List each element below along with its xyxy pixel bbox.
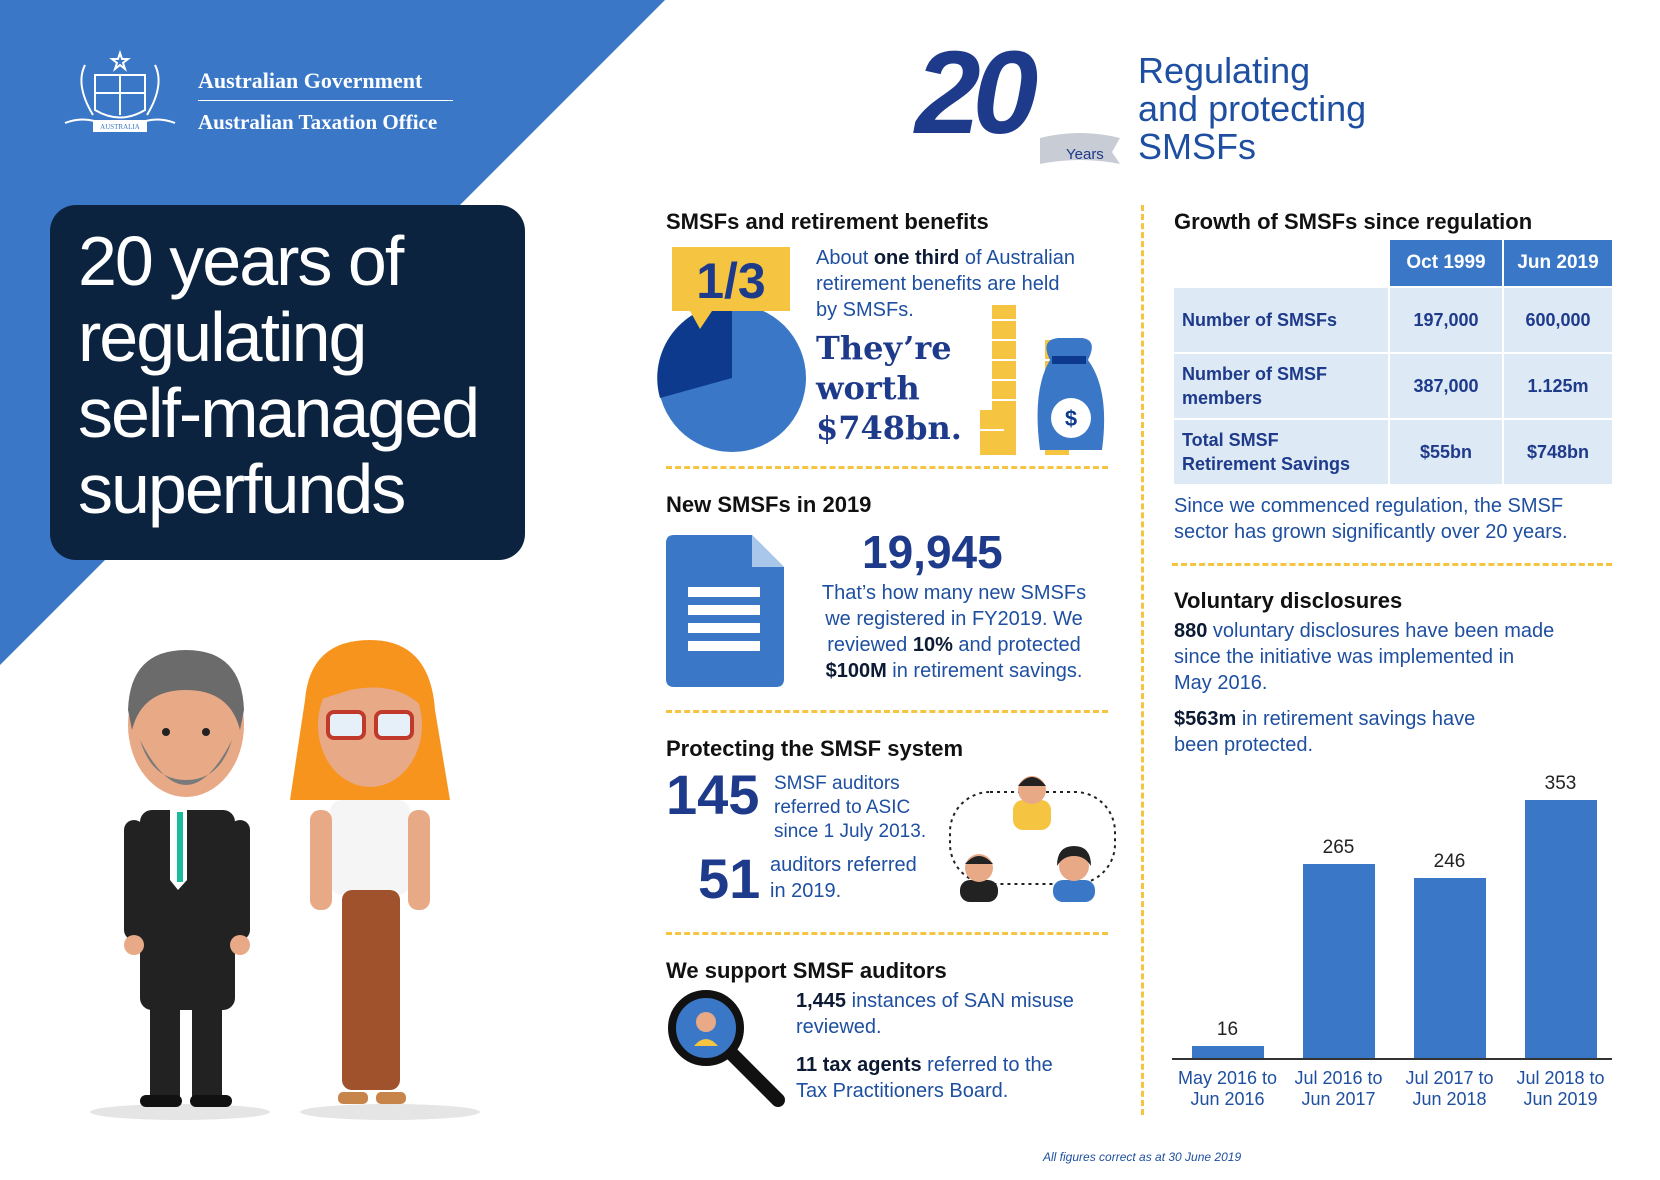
row-label: Number of SMSF members	[1174, 354, 1388, 418]
auditors-total-text	[774, 772, 926, 844]
one-third-badge: 1/3	[696, 253, 766, 309]
worth-line-2: worth	[816, 369, 920, 407]
network-people-icon	[945, 770, 1120, 905]
chart-category-label: Jul 2016 to Jun 2017	[1294, 1068, 1383, 1109]
dollar-symbol: $	[1064, 406, 1078, 431]
row-value-oct1999: $55bn	[1390, 420, 1502, 484]
auditors-referred-2019: 51	[698, 847, 761, 910]
chart-value-label: 353	[1544, 773, 1577, 794]
chart-bar	[1303, 864, 1375, 1058]
support-line-3: 11 tax agents referred to the	[796, 1054, 1053, 1076]
chart-category-label: Jul 2017 to Jun 2018	[1405, 1068, 1494, 1109]
hero-line-2: regulating	[78, 298, 366, 376]
new-smsf-line-2: we registered in FY2019. We	[825, 608, 1083, 630]
auditors-total-line-3: since 1 July 2013.	[774, 821, 927, 842]
auditors-2019-text	[770, 852, 917, 904]
row-label: Total SMSF Retirement Savings	[1174, 420, 1388, 484]
voluntary-disclosures-chart	[1172, 760, 1612, 1120]
section-heading-protecting: Protecting the SMSF system	[666, 736, 964, 761]
staff-illustration	[80, 640, 500, 1130]
auditors-2019-line-1: auditors referred	[770, 854, 917, 876]
anniversary-number: 20	[915, 27, 1031, 159]
gov-divider	[198, 100, 453, 101]
divider-1	[666, 466, 1108, 469]
voluntary-line-3: May 2016.	[1174, 672, 1268, 694]
retirement-line-1: About one third of Australian	[816, 247, 1075, 269]
growth-table-corner	[1174, 240, 1388, 286]
section-heading-voluntary: Voluntary disclosures	[1174, 588, 1403, 613]
new-smsf-count: 19,945	[862, 526, 1003, 578]
anniversary-title-line-1: Regulating	[1138, 50, 1311, 91]
growth-col-jun2019: Jun 2019	[1504, 240, 1612, 286]
row-value-oct1999: 387,000	[1390, 354, 1502, 418]
chart-bar	[1192, 1046, 1264, 1058]
divider-3	[666, 932, 1108, 935]
document-icon	[666, 535, 786, 687]
chart-bar	[1414, 878, 1486, 1058]
chart-category-label: May 2016 to Jun 2016	[1177, 1068, 1278, 1109]
section-heading-support: We support SMSF auditors	[666, 958, 947, 983]
anniversary-ribbon-text: Years	[1066, 146, 1104, 163]
money-bag-icon	[980, 300, 1110, 460]
anniversary-title	[1138, 52, 1366, 166]
support-line-2: reviewed.	[796, 1016, 882, 1038]
new-smsf-line-1: That’s how many new SMSFs	[821, 582, 1087, 604]
chart-value-label: 265	[1322, 837, 1355, 859]
column-divider	[1141, 205, 1144, 1115]
magnifier-icon	[666, 988, 786, 1108]
retirement-line-3: by SMSFs.	[816, 299, 914, 321]
auditors-referred-total: 145	[666, 763, 760, 826]
section-heading-retirement: SMSFs and retirement benefits	[666, 209, 989, 234]
new-smsf-line-3: reviewed 10% and protected	[827, 634, 1081, 656]
chart-value-label: 246	[1433, 851, 1466, 873]
woman-figure	[290, 640, 450, 1104]
growth-note-line-2: sector has grown significantly over 20 years.	[1174, 521, 1568, 543]
crest-label: AUSTRALIA	[100, 123, 140, 131]
coat-of-arms-icon	[55, 45, 185, 135]
table-row	[1174, 420, 1612, 484]
man-figure	[124, 650, 250, 1107]
gov-name: Australian Government	[198, 68, 423, 93]
row-value-oct1999: 197,000	[1390, 288, 1502, 352]
auditors-2019-line-2: in 2019.	[770, 880, 842, 902]
divider-2	[666, 710, 1108, 713]
hero-line-4: superfunds	[78, 450, 405, 528]
hero-title-box	[50, 205, 525, 560]
section-heading-growth: Growth of SMSFs since regulation	[1174, 209, 1533, 234]
voluntary-line-2: since the initiative was implemented in	[1174, 646, 1515, 668]
growth-col-oct1999: Oct 1999	[1390, 240, 1502, 286]
voluntary-line-5: been protected.	[1174, 734, 1313, 756]
growth-table	[1172, 238, 1614, 486]
row-value-jun2019: 600,000	[1504, 288, 1612, 352]
section-heading-new: New SMSFs in 2019	[666, 492, 872, 517]
new-smsf-line-4: $100M in retirement savings.	[825, 660, 1083, 682]
table-row	[1174, 354, 1612, 418]
support-line-4: Tax Practitioners Board.	[796, 1080, 1009, 1102]
auditors-total-line-1: SMSF auditors	[774, 773, 900, 794]
anniversary-title-line-2: and protecting	[1138, 88, 1367, 129]
support-line-1: 1,445 instances of SAN misuse	[796, 990, 1074, 1012]
voluntary-line-1: 880 voluntary disclosures have been made	[1174, 620, 1555, 642]
chart-value-label: 16	[1216, 1019, 1239, 1041]
hero-line-3: self-managed	[78, 374, 479, 452]
worth-line-1: They’re	[816, 329, 952, 367]
voluntary-line-4: $563m in retirement savings have	[1174, 708, 1476, 730]
ato-name: Australian Taxation Office	[198, 110, 438, 134]
chart-x-axis	[1172, 1058, 1612, 1060]
row-label: Number of SMSFs	[1174, 288, 1388, 352]
footnote: All figures correct as at 30 June 2019	[1043, 1150, 1242, 1164]
row-value-jun2019: $748bn	[1504, 420, 1612, 484]
table-row	[1174, 288, 1612, 352]
divider-4	[1172, 563, 1612, 566]
chart-category-label: Jul 2018 to Jun 2019	[1516, 1068, 1605, 1109]
retirement-line-2: retirement benefits are held	[816, 273, 1060, 295]
worth-line-3: $748bn.	[816, 409, 962, 447]
anniversary-title-line-3: SMSFs	[1138, 126, 1257, 167]
growth-table-header	[1174, 240, 1612, 286]
worth-statement	[816, 328, 962, 448]
chart-bar	[1525, 800, 1597, 1058]
auditors-total-line-2: referred to ASIC	[774, 797, 911, 818]
row-value-jun2019: 1.125m	[1504, 354, 1612, 418]
hero-line-1: 20 years of	[78, 222, 403, 300]
growth-note-line-1: Since we commenced regulation, the SMSF	[1174, 495, 1564, 517]
